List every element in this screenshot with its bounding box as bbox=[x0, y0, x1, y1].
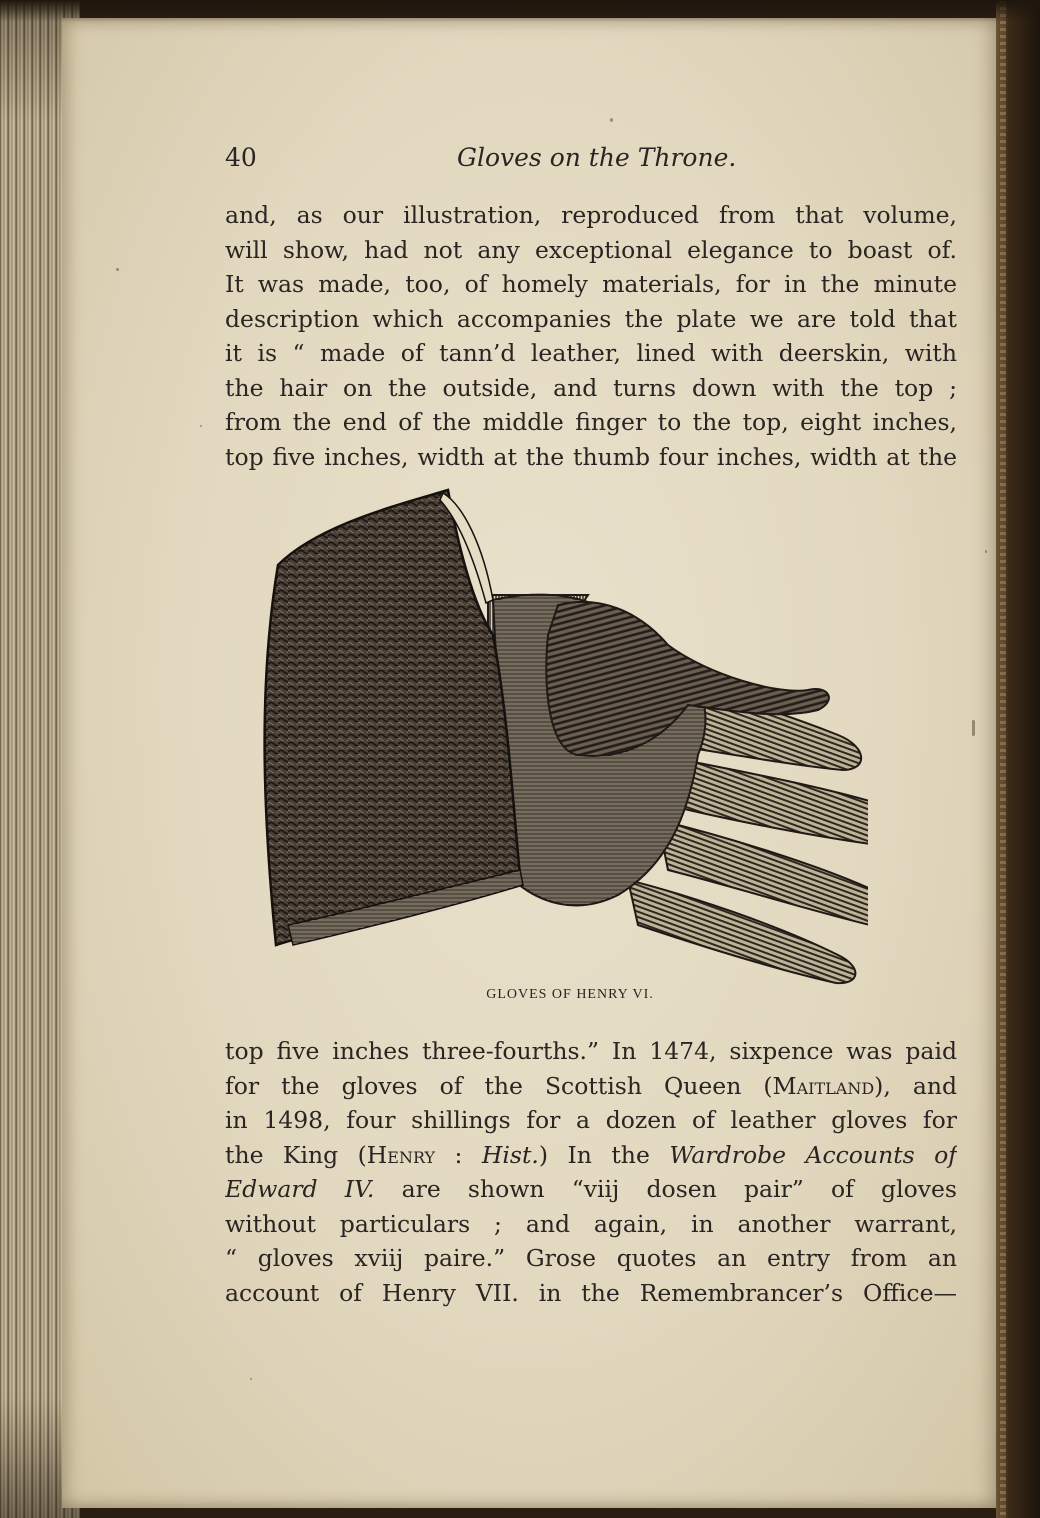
page-number: 40 bbox=[225, 143, 257, 172]
italic-title: Wardrobe Accounts of bbox=[669, 1140, 957, 1169]
small-caps-name: Maitland bbox=[772, 1071, 875, 1100]
caption-text: GLOVES OF HENRY VI. bbox=[486, 987, 654, 1002]
text-run: ) In the bbox=[538, 1140, 670, 1169]
text-line: It was made, too, of homely materials, for in the minute bbox=[225, 270, 957, 298]
text-line: top five inches, width at the thumb four inches, width at the bbox=[225, 442, 957, 471]
italic-citation: Hist. bbox=[481, 1140, 539, 1169]
text-line bbox=[225, 1172, 957, 1207]
glove-engraving bbox=[258, 485, 868, 985]
paragraph-before-figure bbox=[225, 198, 957, 474]
text-line: the hair on the outside, and turns down with the top ; bbox=[225, 373, 957, 402]
text-line: account of Henry VII. in the Remembrancer’s Office— bbox=[225, 1278, 957, 1307]
text-line: description which accompanies the plate we are told that bbox=[225, 304, 957, 333]
paragraph-after-figure bbox=[225, 1034, 957, 1310]
paper-speck bbox=[250, 1378, 252, 1380]
text-line: top five inches three-fourths.” In 1474, sixpence was paid bbox=[225, 1037, 957, 1065]
text-run: the King ( bbox=[225, 1140, 367, 1169]
text-run: for the gloves of the Scottish Queen ( bbox=[225, 1071, 773, 1100]
book-binding bbox=[996, 0, 1040, 1518]
text-line: will show, had not any exceptional elegance to boast of. bbox=[225, 235, 957, 264]
text-run: are shown “viij dosen pair” of gloves bbox=[374, 1175, 957, 1203]
text-line bbox=[225, 1138, 957, 1173]
text-run: ), and bbox=[874, 1071, 957, 1100]
text-line: in 1498, four shillings for a dozen of leather gloves for bbox=[225, 1106, 957, 1134]
text-line: and, as our illustration, reproduced from that volume, bbox=[225, 201, 957, 229]
top-shadow bbox=[0, 0, 1040, 22]
text-line: “ gloves xviij paire.” Grose quotes an entry from an bbox=[225, 1244, 957, 1272]
figure-caption bbox=[0, 987, 1040, 1003]
paper-speck bbox=[200, 425, 202, 427]
text-run: : bbox=[435, 1140, 482, 1169]
italic-title: Edward IV. bbox=[225, 1175, 375, 1203]
running-head bbox=[225, 143, 960, 179]
paper-speck bbox=[972, 720, 975, 736]
paper-speck bbox=[985, 550, 987, 553]
text-line bbox=[225, 1069, 957, 1104]
text-line: it is “ made of tann’d leather, lined with deerskin, with bbox=[225, 339, 957, 367]
running-title: Gloves on the Throne. bbox=[457, 143, 737, 172]
paper-speck bbox=[116, 268, 119, 271]
text-line: from the end of the middle finger to the top, eight inches, bbox=[225, 408, 957, 436]
small-caps-name: Henry bbox=[366, 1140, 436, 1169]
paper-speck bbox=[610, 118, 613, 122]
text-line: without particulars ; and again, in another warrant, bbox=[225, 1209, 957, 1238]
